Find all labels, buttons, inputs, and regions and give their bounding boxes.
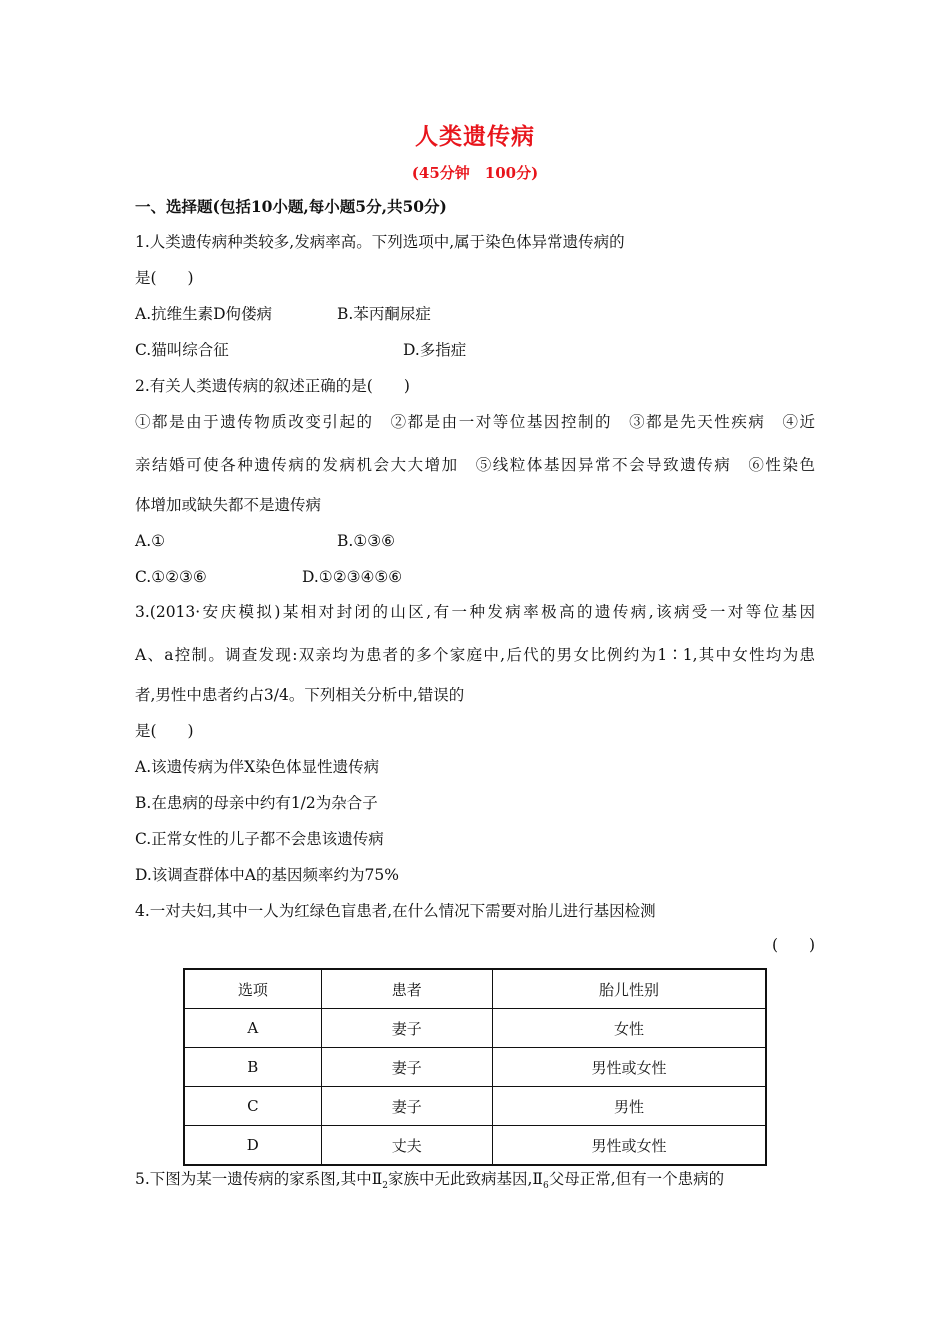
- table-cell: 男性或女性: [492, 1048, 766, 1087]
- q5-text-part: 父母正常,但有一个患病的: [548, 1170, 725, 1188]
- q1-stem: 1.人类遗传病种类较多,发病率高。下列选项中,属于染色体异常遗传病的: [135, 233, 625, 251]
- table-cell: 丈夫: [321, 1126, 492, 1166]
- q1-option-b: B.苯丙酮尿症: [337, 305, 431, 323]
- page-subtitle: (45分钟 100分): [411, 164, 539, 182]
- q2-statement-line-1: ①都是由于遗传物质改变引起的 ②都是由一对等位基因控制的 ③都是先天性疾病 ④近: [135, 413, 815, 431]
- q3-option-c: C.正常女性的儿子都不会患该遗传病: [135, 830, 384, 848]
- q4-options-table: [183, 968, 767, 1166]
- q5-text-part: 5.下图为某一遗传病的家系图,其中Ⅱ: [135, 1170, 383, 1188]
- q1-option-a: A.抗维生素D佝偻病: [135, 305, 273, 323]
- q2-option-d: D.①②③④⑤⑥: [302, 568, 403, 586]
- q5-subscript: 2: [382, 1181, 388, 1192]
- table-cell: 女性: [492, 1009, 766, 1048]
- table-header-cell: 患者: [321, 969, 492, 1009]
- table-cell: D: [184, 1126, 321, 1166]
- page-title: 人类遗传病: [415, 123, 535, 150]
- table-cell: B: [184, 1048, 321, 1087]
- table-row: [184, 1048, 766, 1087]
- table-cell: A: [184, 1009, 321, 1048]
- q1-option-d: D.多指症: [403, 341, 467, 359]
- table-cell: 妻子: [321, 1087, 492, 1126]
- q2-option-a: A.①: [135, 532, 166, 550]
- table-cell: 男性: [492, 1087, 766, 1126]
- q1-option-c: C.猫叫综合征: [135, 341, 229, 359]
- q3-stem-line-3: 者,男性中患者约占3/4。下列相关分析中,错误的: [135, 686, 465, 704]
- q3-option-d: D.该调查群体中A的基因频率约为75%: [135, 866, 399, 884]
- q2-stem: 2.有关人类遗传病的叙述正确的是( ): [135, 377, 410, 395]
- q2-option-c: C.①②③⑥: [135, 568, 207, 586]
- table-header-row: [184, 969, 766, 1009]
- q5-stem: [135, 1168, 724, 1197]
- q3-option-a: A.该遗传病为伴X染色体显性遗传病: [135, 758, 380, 776]
- q4-answer-blank: ( ): [772, 936, 816, 954]
- q3-stem-line-1: 3.(2013·安庆模拟)某相对封闭的山区,有一种发病率极高的遗传病,该病受一对等位基因: [135, 603, 815, 621]
- table-cell: 男性或女性: [492, 1126, 766, 1166]
- q2-statement-line-2: 亲结婚可使各种遗传病的发病机会大大增加 ⑤线粒体基因异常不会导致遗传病 ⑥性染色: [135, 456, 815, 474]
- q5-text-part: 家族中无此致病基因,Ⅱ: [388, 1170, 543, 1188]
- table-header-cell: 选项: [184, 969, 321, 1009]
- q4-stem: 4.一对夫妇,其中一人为红绿色盲患者,在什么情况下需要对胎儿进行基因检测: [135, 902, 656, 920]
- section-heading: 一、选择题(包括10小题,每小题5分,共50分): [135, 197, 447, 216]
- q1-stem-cont: 是( ): [135, 269, 194, 287]
- table-cell: 妻子: [321, 1048, 492, 1087]
- q5-subscript: 6: [542, 1181, 549, 1192]
- q2-option-b: B.①③⑥: [337, 532, 396, 550]
- q2-statement-line-3: 体增加或缺失都不是遗传病: [135, 496, 322, 514]
- q3-option-b: B.在患病的母亲中约有1/2为杂合子: [135, 794, 378, 812]
- table-cell: C: [184, 1087, 321, 1126]
- table-row: [184, 1087, 766, 1126]
- table-cell: 妻子: [321, 1009, 492, 1048]
- q3-stem-line-2: A、a控制。调查发现:双亲均为患者的多个家庭中,后代的男女比例约为1∶1,其中女性均为患: [135, 646, 815, 664]
- table-row: [184, 1126, 766, 1166]
- table-row: [184, 1009, 766, 1048]
- table-header-cell: 胎儿性别: [492, 969, 766, 1009]
- q3-stem-line-4: 是( ): [135, 722, 194, 740]
